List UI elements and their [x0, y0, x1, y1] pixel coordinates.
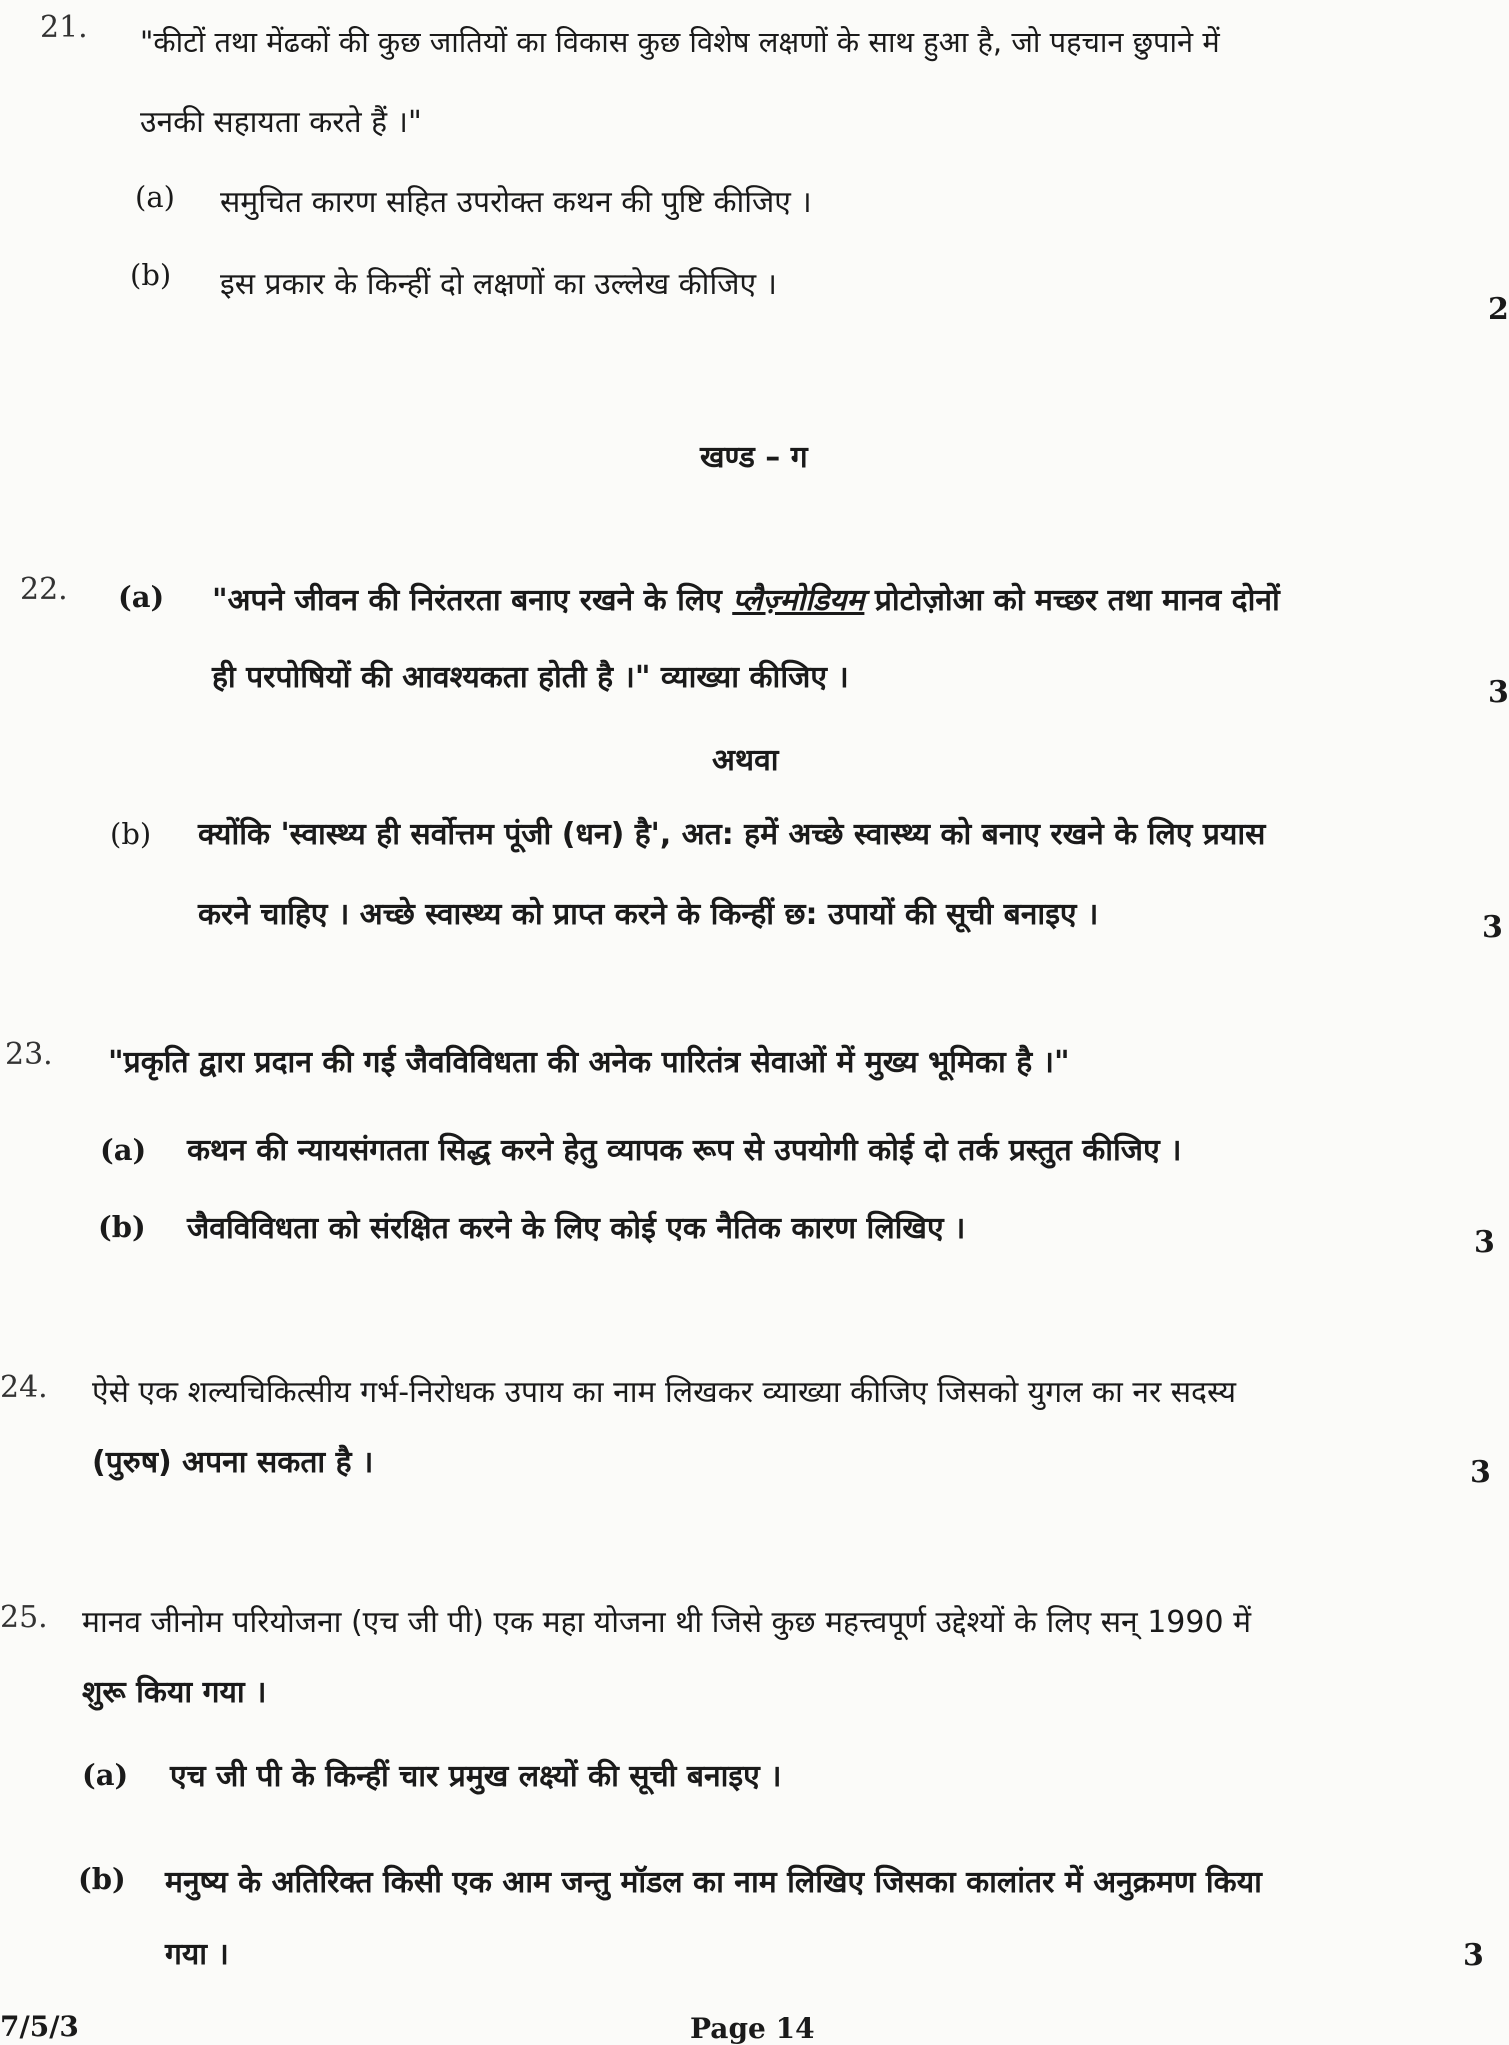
question-22-a-line-1-pre: "अपने जीवन की निरंतरता बनाए रखने के लिए [212, 583, 733, 618]
question-24-number: 24. [0, 1370, 48, 1405]
question-25-number: 25. [0, 1600, 48, 1635]
question-25-b-label: (b) [78, 1862, 126, 1896]
question-25-a-label: (a) [82, 1758, 129, 1792]
question-24-line-2: (पुरुष) अपना सकता है । [92, 1445, 374, 1480]
question-23-b-text: जैवविविधता को संरक्षित करने के लिए कोई एक नैतिक कारण लिखिए । [187, 1211, 966, 1246]
question-25-a-text: एच जी पी के किन्हीं चार प्रमुख लक्ष्यों की सूची बनाइए । [170, 1759, 782, 1794]
question-21-marks: 2 [1488, 292, 1509, 327]
footer-code: 7/5/3 [0, 2010, 79, 2043]
question-24-line-1: ऐसे एक शल्यचिकित्सीय गर्भ-निरोधक उपाय का नाम लिखकर व्याख्या कीजिए जिसको युगल का नर सदस्य [92, 1375, 1237, 1410]
question-25-line-1: मानव जीनोम परियोजना (एच जी पी) एक महा योजना थी जिसे कुछ महत्त्वपूर्ण उद्देश्यों के लिए सन् 1990 में [82, 1605, 1252, 1640]
question-23-a-text: कथन की न्यायसंगतता सिद्ध करने हेतु व्यापक रूप से उपयोगी कोई दो तर्क प्रस्तुत कीजिए । [187, 1133, 1182, 1168]
question-21-a-text: समुचित कारण सहित उपरोक्त कथन की पुष्टि कीजिए । [220, 185, 812, 220]
section-heading: खण्ड – ग [700, 440, 808, 475]
question-25-marks: 3 [1463, 1938, 1484, 1973]
question-21-b-text: इस प्रकार के किन्हीं दो लक्षणों का उल्लेख कीजिए । [220, 267, 777, 302]
question-25-line-2: शुरू किया गया । [82, 1675, 267, 1710]
question-23-number: 23. [5, 1037, 53, 1072]
question-22-a-line-1 [212, 578, 1280, 619]
question-22-a-label: (a) [118, 580, 165, 614]
question-22-a-marks: 3 [1488, 675, 1509, 710]
question-22-or: अथवा [712, 743, 779, 778]
question-22-number: 22. [20, 572, 68, 607]
question-21-number: 21. [40, 10, 88, 45]
question-22-b-marks: 3 [1482, 910, 1503, 945]
question-23-b-label: (b) [98, 1210, 146, 1244]
question-22-a-line-2: ही परपोषियों की आवश्यकता होती है ।" व्याख्या कीजिए । [212, 660, 849, 695]
question-21-line-1: "कीटों तथा मेंढकों की कुछ जातियों का विकास कुछ विशेष लक्षणों के साथ हुआ है, जो पहचान छुपाने में [140, 25, 1220, 59]
question-21-line-2: उनकी सहायता करते हैं ।" [140, 105, 422, 140]
question-24-marks: 3 [1470, 1455, 1491, 1490]
question-22-b-line-1: क्योंकि 'स्वास्थ्य ही सर्वोत्तम पूंजी (धन) है', अत: हमें अच्छे स्वास्थ्य को बनाए रखने के लिए प्रयास [198, 817, 1266, 852]
question-23-a-label: (a) [100, 1133, 147, 1167]
question-22-b-label: (b) [110, 817, 152, 851]
question-22-b-line-2: करने चाहिए । अच्छे स्वास्थ्य को प्राप्त करने के किन्हीं छ: उपायों की सूची बनाइए । [198, 897, 1099, 932]
question-22-a-line-1-italic: प्लैज़्मोडियम [732, 583, 865, 618]
question-21-a-label: (a) [135, 180, 175, 214]
question-23-line-1: "प्रकृति द्वारा प्रदान की गई जैवविविधता की अनेक पारितंत्र सेवाओं में मुख्य भूमिका है ।" [108, 1045, 1070, 1080]
question-21-b-label: (b) [130, 258, 172, 292]
question-25-b-line-1: मनुष्य के अतिरिक्त किसी एक आम जन्तु मॉडल का नाम लिखिए जिसका कालांतर में अनुक्रमण किया [165, 1865, 1262, 1900]
footer-page: Page 14 [690, 2012, 815, 2045]
question-25-b-line-2: गया । [165, 1937, 229, 1972]
question-23-marks: 3 [1474, 1225, 1495, 1260]
question-22-a-line-1-post: प्रोटोज़ोआ को मच्छर तथा मानव दोनों [864, 583, 1280, 618]
